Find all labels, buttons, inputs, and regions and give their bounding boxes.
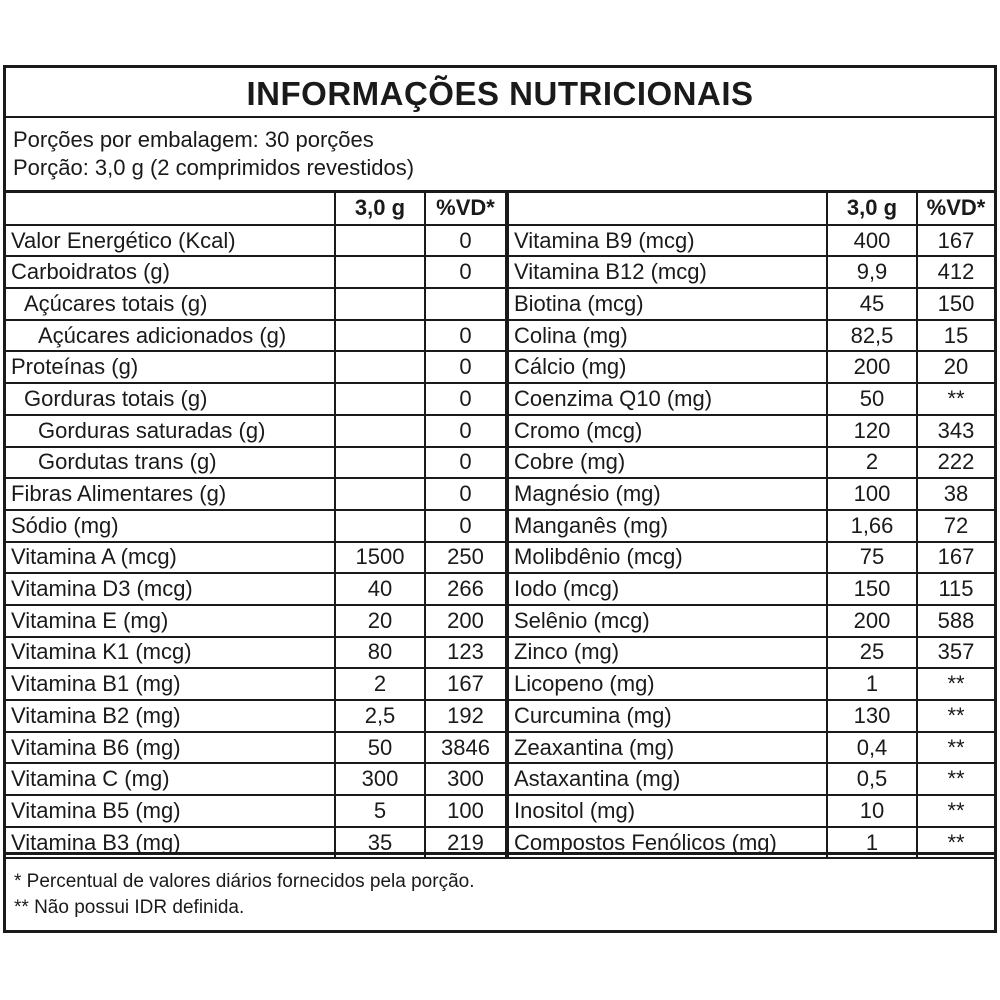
- nutrient-name-left: Sódio (mg): [6, 510, 335, 542]
- table-row: [6, 700, 994, 732]
- nutrient-dv-left: 0: [425, 351, 507, 383]
- nutrient-dv-left: 192: [425, 700, 507, 732]
- nutrient-amount-right: 1: [827, 668, 917, 700]
- nutrient-amount-left: [335, 478, 425, 510]
- nutrient-amount-right: 0,5: [827, 763, 917, 795]
- nutrient-name-left: Proteínas (g): [6, 351, 335, 383]
- nutrient-dv-right: 20: [917, 351, 994, 383]
- table-row: [6, 478, 994, 510]
- nutrient-amount-left: [335, 351, 425, 383]
- servings-per-package: Porções por embalagem: 30 porções: [13, 127, 374, 152]
- nutrient-amount-left: 300: [335, 763, 425, 795]
- nutrient-dv-right: 15: [917, 320, 994, 352]
- nutrient-amount-left: 20: [335, 605, 425, 637]
- nutrient-amount-left: [335, 256, 425, 288]
- nutrient-name-right: Cromo (mcg): [507, 415, 827, 447]
- nutrient-dv-left: 123: [425, 637, 507, 669]
- nutrient-dv-right: 357: [917, 637, 994, 669]
- nutrient-amount-right: 120: [827, 415, 917, 447]
- nutrient-name-left: Vitamina B3 (mg): [6, 827, 335, 859]
- nutrient-amount-right: 9,9: [827, 256, 917, 288]
- nutrition-facts-label: [3, 65, 997, 933]
- nutrient-amount-right: 1,66: [827, 510, 917, 542]
- nutrient-name-left: Vitamina B2 (mg): [6, 700, 335, 732]
- nutrient-amount-right: 0,4: [827, 732, 917, 764]
- nutrient-dv-left: 0: [425, 383, 507, 415]
- nutrient-name-left: Vitamina E (mg): [6, 605, 335, 637]
- nutrient-dv-left: 0: [425, 478, 507, 510]
- nutrient-amount-left: [335, 447, 425, 479]
- label-footnotes: [6, 852, 994, 930]
- nutrient-amount-right: 10: [827, 795, 917, 827]
- nutrient-name-right: Iodo (mcg): [507, 573, 827, 605]
- nutrient-name-left: Vitamina B1 (mg): [6, 668, 335, 700]
- table-row: [6, 447, 994, 479]
- header-name-left: [6, 193, 335, 225]
- nutrient-dv-right: 167: [917, 542, 994, 574]
- nutrient-amount-left: 35: [335, 827, 425, 859]
- nutrient-name-right: Cálcio (mg): [507, 351, 827, 383]
- nutrient-name-right: Magnésio (mg): [507, 478, 827, 510]
- header-amount-left: 3,0 g: [335, 193, 425, 225]
- table-row: [6, 256, 994, 288]
- nutrient-amount-right: 2: [827, 447, 917, 479]
- nutrient-dv-right: **: [917, 795, 994, 827]
- nutrient-amount-right: 50: [827, 383, 917, 415]
- nutrient-dv-right: 167: [917, 225, 994, 257]
- nutrient-amount-left: [335, 415, 425, 447]
- nutrient-dv-left: 219: [425, 827, 507, 859]
- nutrient-dv-left: [425, 288, 507, 320]
- nutrient-name-right: Coenzima Q10 (mg): [507, 383, 827, 415]
- nutrient-amount-left: [335, 225, 425, 257]
- nutrient-name-left: Valor Energético (Kcal): [6, 225, 335, 257]
- table-row: [6, 542, 994, 574]
- nutrient-amount-right: 100: [827, 478, 917, 510]
- serving-size: Porção: 3,0 g (2 comprimidos revestidos): [13, 155, 415, 180]
- nutrient-amount-left: 40: [335, 573, 425, 605]
- nutrient-dv-left: 200: [425, 605, 507, 637]
- nutrient-amount-right: 25: [827, 637, 917, 669]
- nutrient-dv-left: 3846: [425, 732, 507, 764]
- nutrient-dv-right: 115: [917, 573, 994, 605]
- nutrient-dv-right: 412: [917, 256, 994, 288]
- nutrient-dv-right: 72: [917, 510, 994, 542]
- table-row: [6, 732, 994, 764]
- nutrient-dv-left: 0: [425, 320, 507, 352]
- nutrient-name-right: Molibdênio (mcg): [507, 542, 827, 574]
- header-dv-right: %VD*: [917, 193, 994, 225]
- nutrient-amount-right: 45: [827, 288, 917, 320]
- table-row: [6, 668, 994, 700]
- nutrient-dv-left: 167: [425, 668, 507, 700]
- nutrient-dv-left: 0: [425, 256, 507, 288]
- nutrient-name-right: Zeaxantina (mg): [507, 732, 827, 764]
- nutrient-dv-right: **: [917, 668, 994, 700]
- table-row: [6, 415, 994, 447]
- nutrient-amount-right: 200: [827, 605, 917, 637]
- nutrient-amount-right: 75: [827, 542, 917, 574]
- header-amount-right: 3,0 g: [827, 193, 917, 225]
- nutrient-name-left: Vitamina D3 (mcg): [6, 573, 335, 605]
- nutrient-name-left: Vitamina B5 (mg): [6, 795, 335, 827]
- nutrient-dv-left: 0: [425, 225, 507, 257]
- nutrient-rows: [6, 225, 994, 859]
- nutrient-amount-right: 82,5: [827, 320, 917, 352]
- nutrient-table: [6, 193, 994, 859]
- nutrient-dv-left: 250: [425, 542, 507, 574]
- table-row: [6, 383, 994, 415]
- serving-info: [6, 118, 994, 193]
- nutrient-dv-right: 588: [917, 605, 994, 637]
- nutrient-amount-left: 50: [335, 732, 425, 764]
- nutrient-dv-right: **: [917, 383, 994, 415]
- nutrient-amount-left: 2: [335, 668, 425, 700]
- nutrient-name-right: Biotina (mcg): [507, 288, 827, 320]
- nutrient-name-left: Gorduras totais (g): [6, 383, 335, 415]
- footnote-dv: * Percentual de valores diários fornecidos pela porção.: [14, 871, 475, 892]
- nutrient-amount-right: 130: [827, 700, 917, 732]
- nutrient-amount-right: 200: [827, 351, 917, 383]
- table-row: [6, 288, 994, 320]
- nutrient-name-left: Gorduras saturadas (g): [6, 415, 335, 447]
- nutrient-name-left: Fibras Alimentares (g): [6, 478, 335, 510]
- nutrient-name-right: Licopeno (mg): [507, 668, 827, 700]
- nutrient-name-right: Colina (mg): [507, 320, 827, 352]
- nutrient-dv-right: **: [917, 827, 994, 859]
- nutrient-name-right: Cobre (mg): [507, 447, 827, 479]
- table-row: [6, 351, 994, 383]
- nutrient-dv-left: 0: [425, 447, 507, 479]
- nutrient-amount-left: 1500: [335, 542, 425, 574]
- nutrient-name-left: Vitamina A (mcg): [6, 542, 335, 574]
- nutrient-amount-left: 2,5: [335, 700, 425, 732]
- nutrient-dv-left: 266: [425, 573, 507, 605]
- nutrient-name-left: Gordutas trans (g): [6, 447, 335, 479]
- nutrient-name-right: Curcumina (mg): [507, 700, 827, 732]
- table-row: [6, 573, 994, 605]
- nutrient-dv-right: 343: [917, 415, 994, 447]
- nutrient-dv-right: 150: [917, 288, 994, 320]
- footnote-no-idr: ** Não possui IDR definida.: [14, 897, 245, 918]
- table-row: [6, 637, 994, 669]
- nutrient-name-right: Inositol (mg): [507, 795, 827, 827]
- table-header-row: [6, 193, 994, 225]
- nutrient-amount-right: 150: [827, 573, 917, 605]
- nutrient-amount-left: 5: [335, 795, 425, 827]
- nutrient-amount-left: [335, 288, 425, 320]
- nutrient-amount-left: [335, 320, 425, 352]
- nutrient-name-right: Vitamina B9 (mcg): [507, 225, 827, 257]
- nutrient-name-right: Astaxantina (mg): [507, 763, 827, 795]
- nutrient-name-left: Vitamina K1 (mcg): [6, 637, 335, 669]
- header-name-right: [507, 193, 827, 225]
- nutrient-name-left: Vitamina B6 (mg): [6, 732, 335, 764]
- nutrient-dv-right: **: [917, 763, 994, 795]
- table-row: [6, 510, 994, 542]
- nutrient-dv-left: 300: [425, 763, 507, 795]
- label-title: INFORMAÇÕES NUTRICIONAIS: [6, 68, 994, 118]
- nutrient-dv-right: **: [917, 700, 994, 732]
- header-dv-left: %VD*: [425, 193, 507, 225]
- nutrient-amount-left: [335, 510, 425, 542]
- nutrient-name-left: Carboidratos (g): [6, 256, 335, 288]
- nutrient-name-right: Compostos Fenólicos (mg): [507, 827, 827, 859]
- nutrient-amount-right: 1: [827, 827, 917, 859]
- nutrient-name-right: Manganês (mg): [507, 510, 827, 542]
- nutrient-name-right: Zinco (mg): [507, 637, 827, 669]
- nutrient-dv-left: 100: [425, 795, 507, 827]
- nutrient-name-left: Açúcares adicionados (g): [6, 320, 335, 352]
- nutrient-amount-left: [335, 383, 425, 415]
- table-row: [6, 763, 994, 795]
- nutrient-name-left: Açúcares totais (g): [6, 288, 335, 320]
- table-row: [6, 605, 994, 637]
- nutrient-dv-right: 38: [917, 478, 994, 510]
- table-row: [6, 795, 994, 827]
- nutrient-dv-right: **: [917, 732, 994, 764]
- nutrient-name-right: Selênio (mcg): [507, 605, 827, 637]
- nutrient-amount-left: 80: [335, 637, 425, 669]
- nutrient-dv-left: 0: [425, 415, 507, 447]
- nutrient-name-right: Vitamina B12 (mcg): [507, 256, 827, 288]
- table-row: [6, 320, 994, 352]
- nutrient-amount-right: 400: [827, 225, 917, 257]
- nutrient-name-left: Vitamina C (mg): [6, 763, 335, 795]
- nutrient-dv-left: 0: [425, 510, 507, 542]
- table-row: [6, 225, 994, 257]
- nutrient-dv-right: 222: [917, 447, 994, 479]
